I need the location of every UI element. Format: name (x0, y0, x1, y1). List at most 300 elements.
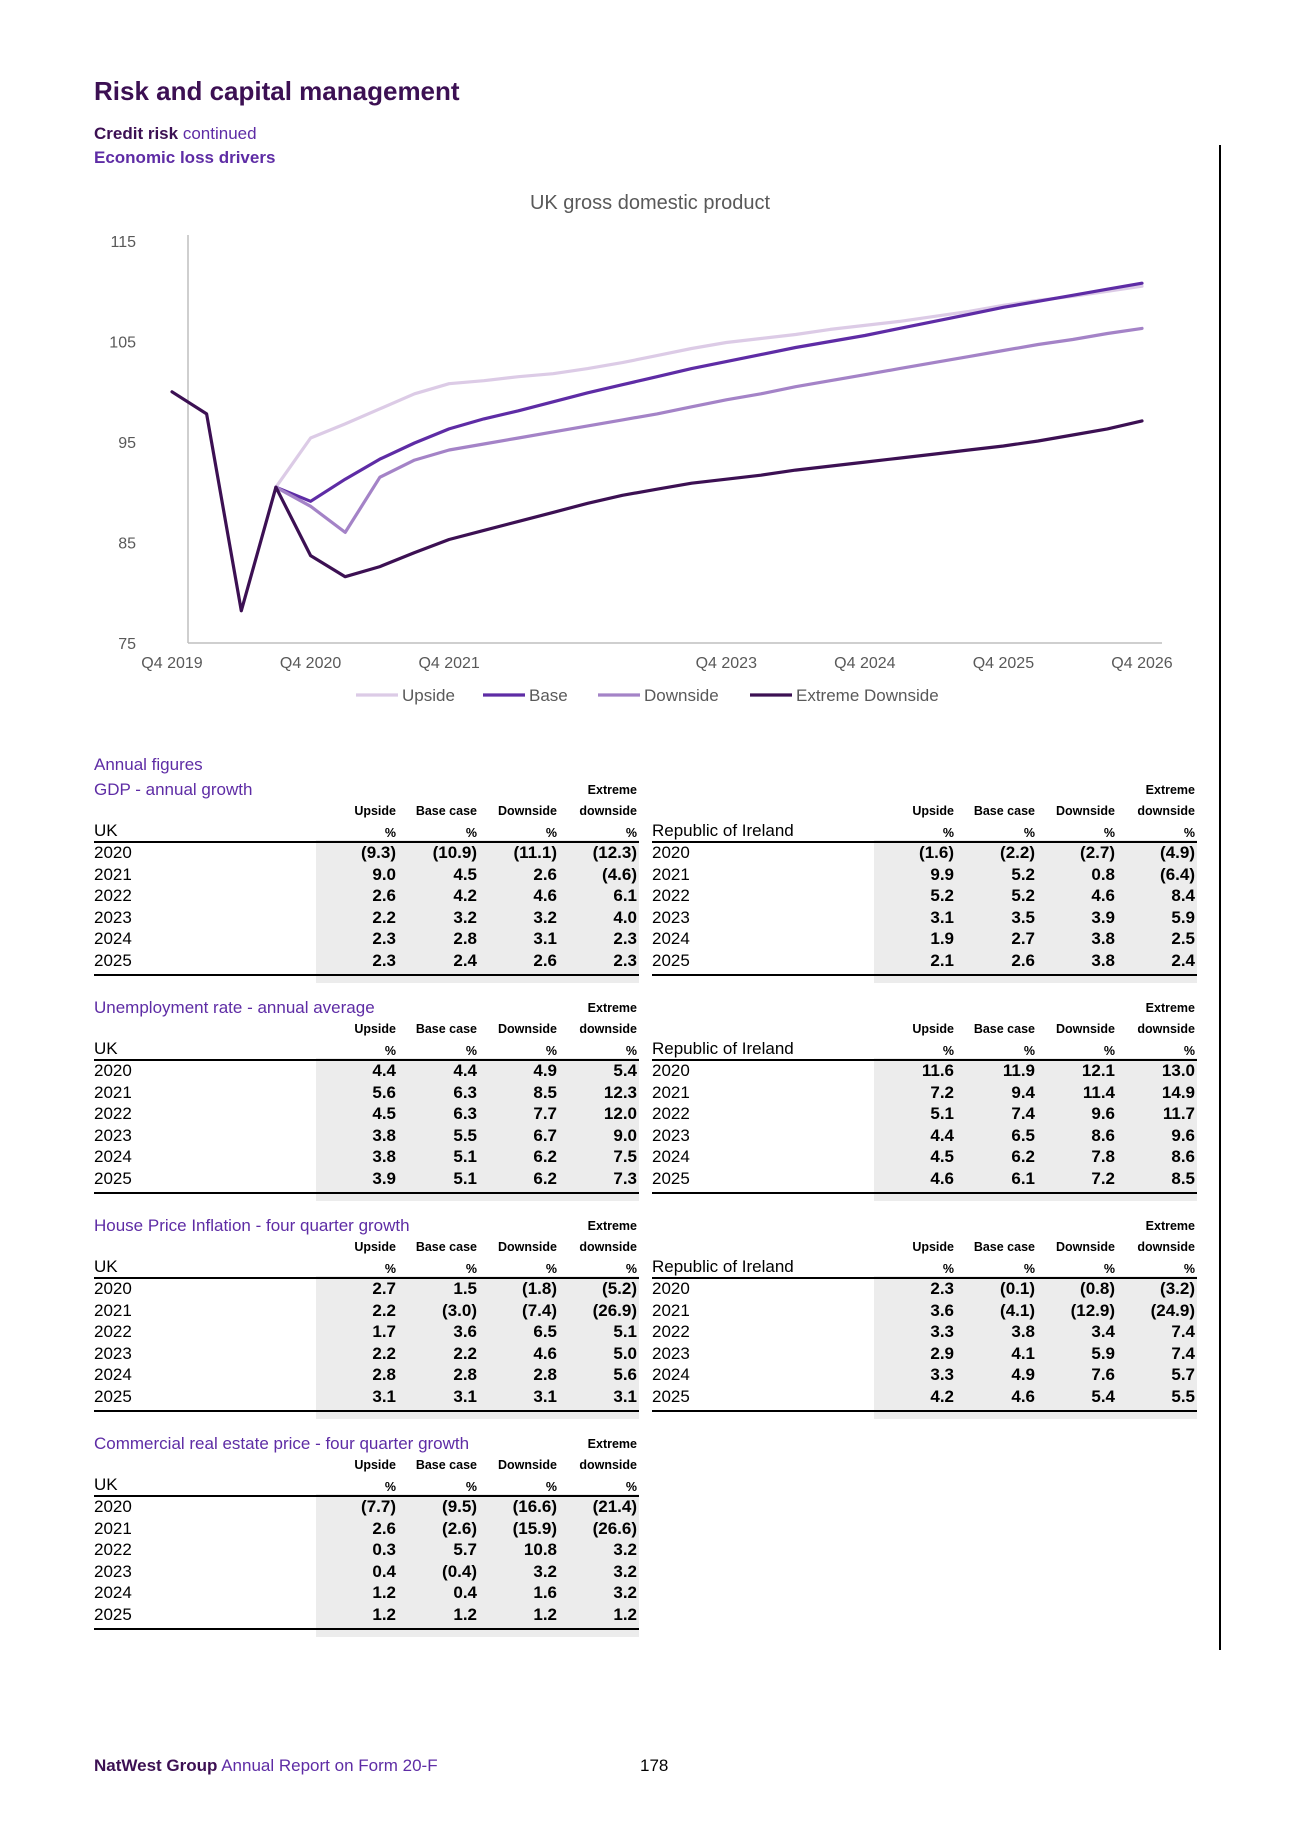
y-tick-label: 95 (118, 435, 136, 452)
table-cell: 3.2 (533, 907, 557, 927)
table-cell: 1.2 (372, 1583, 396, 1602)
column-header: Downside (497, 1240, 557, 1254)
table-cell: 2.3 (372, 929, 396, 948)
table-cell: 4.6 (533, 886, 557, 905)
table-cell: 4.9 (1011, 1365, 1035, 1384)
table-cell: 4.5 (930, 1147, 954, 1166)
row-year: 2025 (94, 1604, 132, 1624)
table-cell: 5.2 (1011, 864, 1035, 884)
footer-rule (94, 1410, 639, 1412)
table-cell: 2.7 (372, 1279, 396, 1298)
table-cell: 7.4 (1011, 1104, 1035, 1123)
table-cell: 6.2 (533, 1168, 557, 1188)
y-tick-label: 105 (109, 334, 136, 352)
table-cell: 4.6 (1011, 1386, 1035, 1406)
table-cell: 3.8 (1091, 950, 1115, 970)
table-cell: 5.6 (372, 1082, 396, 1102)
table-cell: 0.8 (1091, 864, 1115, 884)
row-year: 2021 (94, 1300, 132, 1320)
table-cell: 6.1 (613, 886, 637, 905)
table-cell: 5.6 (613, 1365, 637, 1384)
table-cell: 5.9 (1091, 1343, 1115, 1363)
row-year: 2021 (94, 1082, 132, 1102)
unit-label: % (942, 1044, 954, 1058)
unit-label: % (1103, 1262, 1115, 1276)
table-cell: 3.1 (533, 1386, 557, 1406)
table-title: Unemployment rate - annual average (94, 998, 375, 1017)
column-header: Base case (415, 804, 477, 818)
column-header: Upside (354, 1458, 396, 1472)
row-year: 2023 (652, 1343, 690, 1363)
unit-label: % (545, 826, 557, 840)
table-cell: 6.2 (1011, 1147, 1035, 1166)
region-label: UK (94, 1257, 118, 1276)
column-header: Base case (415, 1240, 477, 1254)
table-cell: 7.3 (613, 1168, 637, 1188)
row-year: 2020 (94, 1497, 132, 1516)
table-cell: 3.4 (1091, 1322, 1115, 1341)
table-cell: 6.5 (533, 1322, 557, 1341)
legend-label: Base (529, 686, 568, 705)
table-cell: 12.0 (603, 1104, 637, 1123)
footer-report-name: Annual Report on Form 20-F (221, 1756, 438, 1775)
table-cell: 5.4 (1091, 1386, 1115, 1406)
table-cell: 5.0 (613, 1343, 637, 1363)
footer-rule (94, 1628, 639, 1630)
unit-label: % (1183, 1044, 1195, 1058)
row-year: 2025 (652, 950, 690, 970)
column-header: Downside (1055, 804, 1115, 818)
row-year: 2025 (94, 1386, 132, 1406)
footer-rule (652, 1192, 1197, 1194)
row-year: 2025 (94, 1168, 132, 1188)
column-header: downside (579, 1022, 637, 1036)
table-cell: (7.4) (522, 1300, 557, 1320)
row-year: 2022 (652, 1104, 690, 1123)
table-cell: 9.6 (1091, 1104, 1115, 1123)
table-cell: (2.2) (1000, 843, 1035, 862)
table-3 (94, 998, 639, 1208)
table-cell: 2.6 (1011, 950, 1035, 970)
row-year: 2024 (94, 1583, 132, 1602)
table-cell: 2.8 (533, 1365, 557, 1384)
unit-label: % (465, 1262, 477, 1276)
table-cell: 9.0 (613, 1125, 637, 1145)
column-header: downside (579, 804, 637, 818)
table-cell: 3.2 (533, 1561, 557, 1581)
table-cell: (24.9) (1150, 1300, 1195, 1320)
table-cell: (26.6) (592, 1518, 637, 1538)
table-cell: 3.8 (372, 1125, 396, 1145)
table-cell: 12.3 (603, 1082, 637, 1102)
table-cell: (9.3) (361, 843, 396, 862)
row-year: 2023 (94, 1343, 132, 1363)
chart-title: UK gross domestic product (529, 192, 771, 214)
column-header: Upside (912, 1240, 954, 1254)
table-cell: 2.9 (930, 1343, 954, 1363)
row-year: 2021 (94, 1518, 132, 1538)
unit-label: % (1103, 1044, 1115, 1058)
table-title: GDP - annual growth (94, 780, 253, 799)
table-cell: 5.1 (453, 1168, 477, 1188)
footer-rule (652, 974, 1197, 976)
region-label: UK (94, 1475, 118, 1494)
y-tick-label: 115 (110, 234, 136, 251)
table-cell: 4.4 (372, 1061, 396, 1080)
table-cell: (9.5) (442, 1497, 477, 1516)
table-cell: 5.2 (930, 886, 954, 905)
x-tick-label: Q4 2020 (279, 655, 342, 672)
row-year: 2022 (652, 1322, 690, 1341)
unit-label: % (1103, 826, 1115, 840)
footer-brand: NatWest Group (94, 1756, 218, 1775)
column-header: Upside (912, 1022, 954, 1036)
section-subtitle (94, 124, 257, 144)
table-cell: 2.4 (453, 950, 477, 970)
table-cell: 8.5 (533, 1082, 557, 1102)
table-cell: 2.3 (372, 950, 396, 970)
table-1 (94, 780, 639, 990)
table-cell: 8.4 (1171, 886, 1195, 905)
region-label: UK (94, 821, 118, 840)
table-cell: (4.9) (1160, 843, 1195, 862)
unit-label: % (1183, 826, 1195, 840)
table-cell: 1.2 (453, 1604, 477, 1624)
table-cell: 2.1 (930, 950, 954, 970)
table-cell: 1.2 (613, 1604, 637, 1624)
row-year: 2025 (652, 1386, 690, 1406)
unit-label: % (625, 826, 637, 840)
table-cell: 3.8 (1011, 1322, 1035, 1341)
table-cell: 1.2 (372, 1604, 396, 1624)
column-header: Upside (912, 804, 954, 818)
table-cell: 3.1 (613, 1386, 637, 1406)
table-cell: 5.1 (930, 1104, 954, 1123)
row-year: 2024 (652, 1365, 690, 1384)
table-cell: (11.1) (513, 843, 557, 862)
table-cell: 6.3 (453, 1104, 477, 1123)
table-cell: (5.2) (602, 1279, 637, 1298)
row-year: 2022 (94, 886, 132, 905)
row-year: 2024 (94, 929, 132, 948)
column-header: Downside (1055, 1240, 1115, 1254)
region-label: Republic of Ireland (652, 1039, 794, 1058)
unit-label: % (625, 1044, 637, 1058)
unit-label: % (384, 1044, 396, 1058)
table-cell: 3.3 (930, 1365, 954, 1384)
table-cell: 10.8 (523, 1540, 557, 1559)
table-cell: 5.9 (1171, 907, 1195, 927)
column-header: Base case (415, 1022, 477, 1036)
column-header-extreme: Extreme (587, 1001, 637, 1015)
table-cell: 3.2 (613, 1583, 637, 1602)
table-cell: 5.1 (613, 1322, 637, 1341)
table-cell: 3.1 (453, 1386, 477, 1406)
table-cell: 4.4 (930, 1125, 954, 1145)
table-cell: 7.7 (533, 1104, 557, 1123)
row-year: 2021 (652, 864, 690, 884)
unit-label: % (625, 1480, 637, 1494)
table-cell: (0.1) (1000, 1279, 1035, 1298)
table-cell: (4.6) (602, 864, 637, 884)
table-cell: 3.8 (372, 1147, 396, 1166)
table-cell: (0.4) (442, 1561, 477, 1581)
table-cell: 3.9 (1091, 907, 1115, 927)
table-cell: (16.6) (512, 1497, 557, 1516)
gdp-chart (94, 185, 1206, 725)
table-cell: (10.9) (432, 843, 477, 862)
table-cell: 6.7 (533, 1125, 557, 1145)
column-header: Upside (354, 804, 396, 818)
table-cell: 1.2 (533, 1604, 557, 1624)
table-cell: 3.5 (1011, 907, 1035, 927)
row-year: 2020 (652, 843, 690, 862)
table-cell: 4.0 (613, 907, 637, 927)
table-cell: 11.6 (921, 1061, 954, 1080)
unit-label: % (465, 1044, 477, 1058)
page-title: Risk and capital management (94, 76, 460, 106)
subtitle-continued: continued (182, 124, 257, 143)
table-cell: 2.2 (453, 1343, 477, 1363)
table-cell: 11.9 (1002, 1061, 1035, 1080)
table-cell: 5.1 (453, 1147, 477, 1166)
footer-rule (94, 974, 639, 976)
row-year: 2023 (94, 907, 132, 927)
table-cell: 7.2 (930, 1082, 954, 1102)
table-cell: (1.8) (522, 1279, 557, 1298)
series-line-extreme-downside (172, 392, 1142, 611)
table-cell: 8.6 (1171, 1147, 1195, 1166)
footer-report-title (94, 1756, 438, 1776)
table-cell: 2.6 (372, 1518, 396, 1538)
table-cell: 7.5 (613, 1147, 637, 1166)
table-cell: (4.1) (1000, 1300, 1035, 1320)
table-title: Commercial real estate price - four quarter growth (94, 1434, 470, 1453)
unit-label: % (384, 1480, 396, 1494)
table-cell: 4.2 (453, 886, 477, 905)
column-header: downside (579, 1240, 637, 1254)
table-cell: 11.7 (1162, 1104, 1195, 1123)
unit-label: % (545, 1262, 557, 1276)
unit-label: % (384, 1262, 396, 1276)
column-header: downside (579, 1458, 637, 1472)
row-year: 2022 (94, 1322, 132, 1341)
footer-rule (652, 1410, 1197, 1412)
unit-label: % (1023, 1262, 1035, 1276)
table-cell: 3.1 (930, 907, 954, 927)
table-cell: 2.3 (613, 950, 637, 970)
table-cell: 2.5 (1171, 929, 1195, 948)
table-2 (652, 780, 1197, 990)
column-header-extreme: Extreme (1145, 1219, 1195, 1233)
column-header-extreme: Extreme (587, 783, 637, 797)
row-year: 2022 (652, 886, 690, 905)
table-cell: (3.0) (442, 1300, 477, 1320)
column-header: Base case (973, 1022, 1035, 1036)
table-cell: 2.8 (453, 929, 477, 948)
table-cell: 2.2 (372, 1343, 396, 1363)
y-tick-label: 75 (118, 636, 136, 653)
unit-label: % (942, 826, 954, 840)
table-cell: 5.7 (453, 1540, 477, 1559)
row-year: 2020 (652, 1061, 690, 1080)
x-tick-label: Q4 2023 (695, 655, 757, 672)
row-year: 2020 (94, 1279, 132, 1298)
table-cell: 5.5 (453, 1125, 477, 1145)
row-year: 2020 (652, 1279, 690, 1298)
table-cell: 0.3 (372, 1540, 396, 1559)
table-cell: (2.7) (1080, 843, 1115, 862)
column-header: downside (1137, 1240, 1195, 1254)
unit-label: % (1023, 1044, 1035, 1058)
table-cell: 2.6 (372, 886, 396, 905)
series-line-downside (276, 328, 1142, 532)
series-line-base (276, 283, 1142, 501)
table-cell: (7.7) (361, 1497, 396, 1516)
table-cell: (6.4) (1160, 864, 1195, 884)
region-label: Republic of Ireland (652, 1257, 794, 1276)
unit-label: % (465, 826, 477, 840)
table-cell: 3.1 (372, 1386, 396, 1406)
subtitle-bold: Credit risk (94, 124, 179, 143)
table-cell: 1.5 (453, 1279, 477, 1298)
column-header-extreme: Extreme (587, 1437, 637, 1451)
table-5 (94, 1216, 639, 1426)
legend-label: Downside (644, 686, 719, 705)
table-cell: 7.4 (1171, 1322, 1195, 1341)
column-header-extreme: Extreme (1145, 783, 1195, 797)
unit-label: % (625, 1262, 637, 1276)
table-cell: 3.6 (930, 1300, 954, 1320)
table-cell: 5.4 (613, 1061, 637, 1080)
table-cell: 3.2 (613, 1561, 637, 1581)
column-header-extreme: Extreme (587, 1219, 637, 1233)
table-cell: 0.4 (453, 1583, 477, 1602)
series-line-upside (276, 286, 1142, 487)
table-cell: 4.4 (453, 1061, 477, 1080)
row-year: 2021 (652, 1082, 690, 1102)
column-header: downside (1137, 804, 1195, 818)
row-year: 2025 (652, 1168, 690, 1188)
y-tick-label: 85 (118, 535, 136, 553)
unit-label: % (942, 1262, 954, 1276)
table-cell: 3.8 (1091, 929, 1115, 948)
table-title: House Price Inflation - four quarter growth (94, 1216, 410, 1235)
table-cell: 2.8 (453, 1365, 477, 1384)
row-year: 2022 (94, 1540, 132, 1559)
table-cell: 13.0 (1161, 1061, 1195, 1080)
table-cell: 4.9 (533, 1061, 557, 1080)
table-cell: (1.6) (919, 843, 954, 862)
table-cell: 1.6 (533, 1583, 557, 1602)
row-year: 2020 (94, 843, 132, 862)
row-year: 2024 (94, 1365, 132, 1384)
unit-label: % (1183, 1262, 1195, 1276)
table-cell: 2.4 (1171, 950, 1195, 970)
table-cell: 2.6 (533, 864, 557, 884)
table-cell: 3.3 (930, 1322, 954, 1341)
table-cell: 2.7 (1011, 929, 1035, 948)
table-cell: 2.3 (613, 929, 637, 948)
column-header: Upside (354, 1022, 396, 1036)
table-cell: 12.1 (1081, 1061, 1115, 1080)
row-year: 2023 (652, 907, 690, 927)
table-cell: 4.6 (930, 1168, 954, 1188)
table-cell: 6.3 (453, 1082, 477, 1102)
table-cell: (21.4) (592, 1497, 637, 1516)
column-header: Downside (497, 1022, 557, 1036)
table-cell: 3.6 (453, 1322, 477, 1341)
table-cell: 4.1 (1011, 1343, 1035, 1363)
table-cell: 2.8 (372, 1365, 396, 1384)
row-year: 2022 (94, 1104, 132, 1123)
table-cell: (12.3) (592, 843, 637, 862)
table-cell: 3.2 (453, 907, 477, 927)
row-year: 2024 (652, 1147, 690, 1166)
table-cell: 14.9 (1161, 1082, 1195, 1102)
table-cell: 8.5 (1171, 1168, 1195, 1188)
column-header: Base case (973, 1240, 1035, 1254)
table-7 (94, 1434, 639, 1644)
table-cell: 2.3 (930, 1279, 954, 1298)
table-cell: 7.8 (1091, 1147, 1115, 1166)
table-cell: 11.4 (1082, 1082, 1115, 1102)
table-cell: 5.5 (1171, 1386, 1195, 1406)
table-cell: 7.6 (1091, 1365, 1115, 1384)
table-cell: 4.2 (930, 1386, 954, 1406)
row-year: 2023 (94, 1561, 132, 1581)
column-header: Base case (415, 1458, 477, 1472)
table-cell: 9.0 (372, 864, 396, 884)
legend-label: Upside (402, 686, 455, 705)
table-cell: 9.4 (1011, 1082, 1035, 1102)
annual-figures-label: Annual figures (94, 755, 203, 774)
unit-label: % (545, 1044, 557, 1058)
table-cell: 5.2 (1011, 886, 1035, 905)
column-header: Downside (497, 1458, 557, 1472)
table-6 (652, 1216, 1197, 1426)
table-cell: (2.6) (442, 1518, 477, 1538)
x-tick-label: Q4 2024 (834, 655, 896, 672)
table-cell: 2.6 (533, 950, 557, 970)
column-header-extreme: Extreme (1145, 1001, 1195, 1015)
region-label: UK (94, 1039, 118, 1058)
row-year: 2025 (94, 950, 132, 970)
table-cell: 0.4 (372, 1561, 396, 1581)
table-cell: 3.9 (372, 1168, 396, 1188)
row-year: 2021 (652, 1300, 690, 1320)
column-header: downside (1137, 1022, 1195, 1036)
page-number: 178 (640, 1756, 669, 1775)
section-heading: Economic loss drivers (94, 148, 276, 167)
row-year: 2020 (94, 1061, 132, 1080)
table-cell: 6.2 (533, 1147, 557, 1166)
legend-label: Extreme Downside (796, 686, 939, 705)
column-header: Base case (973, 804, 1035, 818)
table-cell: 2.2 (372, 1300, 396, 1320)
row-year: 2024 (94, 1147, 132, 1166)
table-cell: 6.5 (1011, 1125, 1035, 1145)
table-cell: 9.6 (1171, 1125, 1195, 1145)
row-year: 2023 (94, 1125, 132, 1145)
table-cell: 4.6 (1091, 886, 1115, 905)
table-cell: 1.9 (930, 929, 954, 948)
table-cell: 4.5 (453, 864, 477, 884)
unit-label: % (465, 1480, 477, 1494)
column-header: Upside (354, 1240, 396, 1254)
table-cell: 7.4 (1171, 1343, 1195, 1363)
table-cell: 9.9 (930, 864, 954, 884)
